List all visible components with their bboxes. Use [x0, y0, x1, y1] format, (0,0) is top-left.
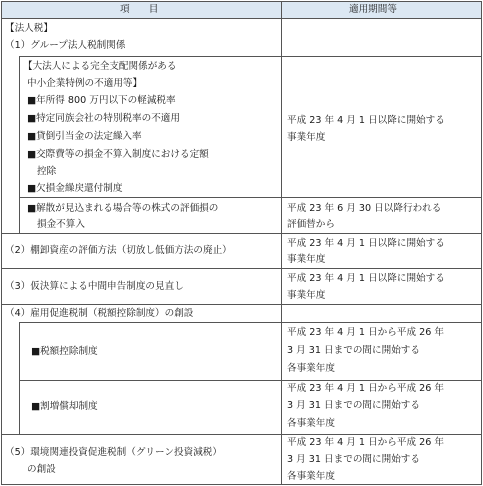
group1-bullet-4: ■交際費等の損金不算入制度における定額 — [27, 149, 209, 160]
rule-before-item2 — [1, 233, 482, 234]
border-bottom — [1, 484, 482, 485]
section-title: 【法人税】 — [5, 23, 53, 34]
group1-bullet-last-1: ■解散が見込まれる場合等の株式の評価損の — [27, 203, 219, 214]
header-period: 適用期間等 — [349, 4, 397, 15]
group1-bullet-last-2: 損金不算入 — [37, 219, 85, 230]
group1-bullet-5: ■欠損金繰戻還付制度 — [27, 183, 123, 194]
group1-bullet-4-cont: 控除 — [37, 166, 57, 177]
group1-bullet-2: ■特定同族会社の特別税率の不適用 — [27, 113, 180, 124]
group1-bullet-3: ■貸倒引当金の法定繰入率 — [27, 131, 142, 142]
header-rule — [1, 18, 482, 19]
item4-sub-b-period-3: 各事業年度 — [287, 418, 335, 429]
item3-period-2: 事業年度 — [287, 290, 326, 301]
item2-period-1: 平成 23 年 4 月 1 日以降に開始する — [287, 238, 445, 249]
item4-sub-a-period-1: 平成 23 年 4 月 1 日から平成 26 年 — [287, 327, 444, 338]
header-item: 項 目 — [120, 4, 159, 15]
item4-sub-b: ■割増償却制度 — [31, 401, 98, 412]
item2-label: （2）棚卸資産の評価方法（切放し低価方法の廃止） — [5, 245, 232, 256]
group1-period-b-2: 評価替から — [287, 219, 335, 230]
item5-period-2: 3 月 31 日までの間に開始する — [287, 454, 420, 465]
item4-inner-left — [19, 322, 20, 435]
border-top — [1, 1, 482, 2]
rule-before-item4-b — [19, 380, 482, 381]
column-divider — [281, 1, 282, 485]
item3-period-1: 平成 23 年 4 月 1 日以降に開始する — [287, 273, 445, 284]
item5-label-1: （5）環境関連投資促進税制（グリーン投資減税） — [5, 447, 222, 458]
item5-period-1: 平成 23 年 4 月 1 日から平成 26 年 — [287, 437, 444, 448]
item5-period-3: 各事業年度 — [287, 471, 335, 482]
item4-sub-a: ■税額控除制度 — [31, 346, 98, 357]
group1-period-b-1: 平成 23 年 6 月 30 日以降行われる — [287, 203, 442, 214]
header-background — [2, 2, 481, 18]
rule-before-item5 — [1, 434, 482, 435]
rule-after-item4-title — [19, 322, 482, 323]
item4-sub-b-period-1: 平成 23 年 4 月 1 日から平成 26 年 — [287, 383, 444, 394]
rule-before-item3 — [1, 268, 482, 269]
group1-period-a-2: 事業年度 — [287, 132, 326, 143]
item4-title: （4）雇用促進税制（税額控除制度）の創設 — [5, 308, 194, 319]
group1-bullet-1: ■年所得 800 万円以下の軽減税率 — [27, 95, 176, 106]
group1-subtitle-1: 【大法人による完全支配関係がある — [23, 61, 177, 72]
border-left — [1, 1, 2, 485]
item5-label-2: の創設 — [27, 464, 56, 475]
item4-sub-a-period-2: 3 月 31 日までの間に開始する — [287, 345, 420, 356]
item4-sub-b-period-2: 3 月 31 日までの間に開始する — [287, 400, 420, 411]
item2-period-2: 事業年度 — [287, 254, 326, 265]
rule-after-group1-title — [281, 56, 481, 57]
item4-sub-a-period-3: 各事業年度 — [287, 363, 335, 374]
group1-period-a-1: 平成 23 年 4 月 1 日以降に開始する — [287, 115, 445, 126]
group1-subtitle-2: 中小企業特例の不適用等】 — [27, 78, 143, 89]
item3-label: （3）仮決算による中間申告制度の見直し — [5, 281, 184, 292]
group1-title: （1）グループ法人税制関係 — [5, 40, 126, 51]
group1-inner-top — [19, 56, 282, 57]
rule-before-item4 — [1, 304, 482, 305]
border-right — [481, 1, 482, 485]
group1-inner-left — [19, 56, 20, 234]
group1-inner-split — [19, 197, 482, 198]
